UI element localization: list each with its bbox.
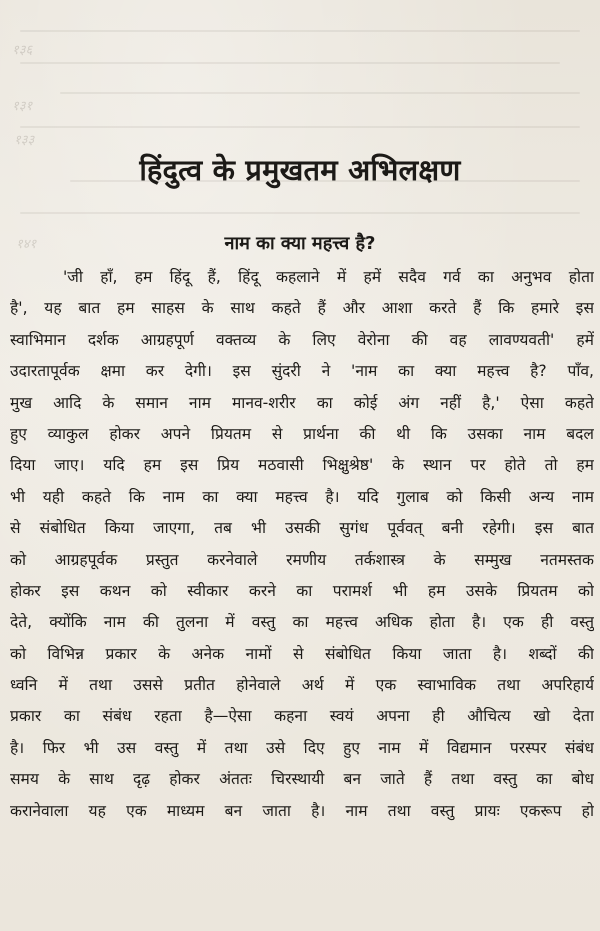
body-line: है', यह बात हम साहस के साथ कहते हैं और आशा करते हैं कि हमारे इस — [10, 299, 594, 318]
body-paragraph — [10, 262, 594, 827]
bleed-through-marks: १३६ १३१ १३३ १४१ — [0, 0, 600, 240]
body-line: ध्वनि में तथा उससे प्रतीत होनेवाले अर्थ में एक स्वाभाविक तथा अपरिहार्य — [10, 676, 594, 695]
body-line: है। फिर भी उस वस्तु में तथा उसे दिए हुए नाम में विद्यमान परस्पर संबंध — [10, 738, 594, 757]
body-line: होकर इस कथन को स्वीकार करने का परामर्श भी हम उसके प्रियतम को — [10, 581, 594, 600]
body-line: करानेवाला यह एक माध्यम बन जाता है। नाम तथा वस्तु प्रायः एकरूप हो — [10, 801, 594, 820]
body-line: देते, क्योंकि नाम की तुलना में वस्तु का महत्त्व अधिक होता है। एक ही वस्तु — [10, 613, 594, 632]
body-line: को विभिन्न प्रकार के अनेक नामों से संबोधित किया जाता है। शब्दों की — [10, 644, 594, 663]
body-line: को आग्रहपूर्वक प्रस्तुत करनेवाले रमणीय तर्कशास्त्र के सम्मुख नतमस्तक — [10, 550, 594, 569]
body-line: उदारतापूर्वक क्षमा कर देगी। इस सुंदरी ने 'नाम का क्या महत्त्व है? पाँव, — [10, 362, 594, 381]
body-line: स्वाभिमान दर्शक आग्रहपूर्ण वक्तव्य के लिए वेरोना की वह लावण्यवती' हमें — [10, 330, 594, 349]
body-line: समय के साथ दृढ़ होकर अंततः चिरस्थायी बन जाते हैं तथा वस्तु का बोध — [10, 770, 594, 789]
body-line: से संबोधित किया जाएगा, तब भी उसकी सुगंध पूर्ववत् बनी रहेगी। इस बात — [10, 519, 594, 538]
section-heading: नाम का क्या महत्त्व है? — [224, 233, 376, 254]
body-line: 'जी हाँ, हम हिंदू हैं, हिंदू कहलाने में हमें सदैव गर्व का अनुभव होता — [63, 268, 594, 286]
body-line: हुए व्याकुल होकर अपने प्रियतम से प्रार्थना की थी कि उसका नाम बदल — [10, 424, 594, 443]
body-line: भी यही कहते कि नाम का क्या महत्त्व है। यदि गुलाब को किसी अन्य नाम — [10, 487, 594, 506]
chapter-title: हिंदुत्व के प्रमुखतम अभिलक्षण — [139, 153, 461, 187]
body-line: प्रकार का संबंध रहता है—ऐसा कहना स्वयं अपना ही औचित्य खो देता — [10, 707, 594, 726]
body-line: दिया जाए। यदि हम इस प्रिय मठवासी भिक्षुश्रेष्ठ' के स्थान पर होते तो हम — [10, 456, 594, 475]
body-line: मुख आदि के समान नाम मानव-शरीर का कोई अंग नहीं है,' ऐसा कहते — [10, 393, 594, 412]
